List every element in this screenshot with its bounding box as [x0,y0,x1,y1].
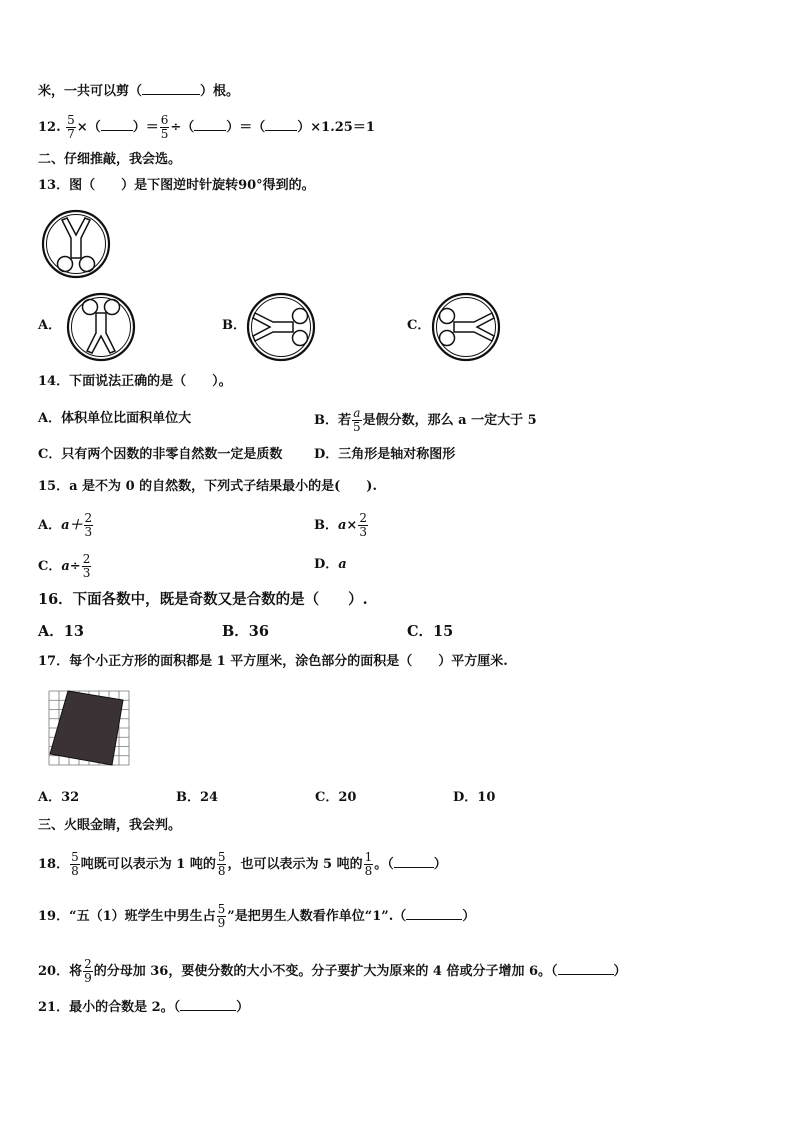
q17-option-b[interactable]: B．24 [176,790,219,805]
q13-option-b-figure[interactable] [245,291,317,363]
q14-stem: 14．下面说法正确的是（ ）。 [38,374,232,389]
q13-option-a-figure[interactable] [65,291,137,363]
q14-option-b[interactable]: B．若 $\frac{a}{5}$ 是假分数，那么 a 一定大于 5 [314,406,537,434]
q15-option-c[interactable]: C．a÷ $\frac{2}{3}$ [38,552,91,580]
q16-stem: 16．下面各数中，既是奇数又是合数的是（ ）. [38,591,368,608]
q13-stem: 13．图（ ）是下图逆时针旋转90°得到的。 [38,178,315,193]
answer-blank[interactable] [180,996,236,1011]
fraction: $\frac{1}{8}$ [364,850,373,878]
fraction: $\frac{5}{9}$ [217,902,226,930]
q12-line: 12. $\frac{5}{7}$ ×（ ）＝ $\frac{6}{5}$ ÷（ ）＝（ ）×1.25＝1 [38,113,375,141]
q17-option-d[interactable]: D．10 [453,790,496,805]
answer-blank[interactable] [142,80,200,95]
answer-blank[interactable] [394,853,434,868]
q17-option-a[interactable]: A．32 [38,790,80,805]
fraction: $\frac{5}{8}$ [71,850,79,878]
answer-blank[interactable] [101,116,133,131]
q14-option-d[interactable]: D．三角形是轴对称图形 [314,447,456,462]
q17-option-c[interactable]: C．20 [315,790,357,805]
fraction: $\frac{2}{3}$ [84,511,93,539]
q19-line: 19．“五（1）班学生中男生占 $\frac{5}{9}$ ”是把男生人数看作单位“1”.（ ） [38,902,476,930]
q20-line: 20．将 $\frac{2}{9}$ 的分母加 36，要使分数的大小不变。分子要扩大为原来的 4 倍或分子增加 6。（ ） [38,957,627,985]
answer-blank[interactable] [194,116,226,131]
q14-option-a[interactable]: A．体积单位比面积单位大 [38,411,192,426]
q17-stem: 17．每个小正方形的面积都是 1 平方厘米，涂色部分的面积是（ ）平方厘米. [38,654,508,669]
fraction: $\frac{5}{7}$ [67,113,75,141]
q15-stem: 15．a 是不为 0 的自然数，下列式子结果最小的是( ). [38,479,377,494]
q15-option-d[interactable]: D．a [314,557,347,572]
q21-line: 21．最小的合数是 2。（ ） [38,996,249,1018]
q17-grid-figure [48,690,130,766]
fraction: $\frac{2}{9}$ [84,957,92,985]
fraction: $\frac{6}{5}$ [160,113,169,141]
q16-option-c[interactable]: C．15 [407,623,454,640]
q13-option-c-figure[interactable] [430,291,502,363]
fraction: $\frac{a}{5}$ [353,406,361,434]
q13-option-c-label[interactable]: C． [407,318,431,333]
fraction: $\frac{2}{3}$ [359,511,367,539]
q13-original-figure [40,208,112,280]
q15-option-a[interactable]: A．a＋ $\frac{2}{3}$ [38,511,93,539]
answer-blank[interactable] [558,960,614,975]
q16-option-b[interactable]: B．36 [222,623,269,640]
fraction: $\frac{2}{3}$ [82,552,91,580]
q13-option-a-label[interactable]: A． [38,318,62,333]
q14-option-c[interactable]: C．只有两个因数的非零自然数一定是质数 [38,447,283,462]
section-2-heading: 二、仔细推敲，我会选。 [38,152,182,167]
q18-line: 18． $\frac{5}{8}$ 吨既可以表示为 1 吨的 $\frac{5}{8}$ ，也可以表示为 5 吨的 $\frac{1}{8}$ 。（ ） [38,850,447,878]
answer-blank[interactable] [406,905,462,920]
q11-line: 米，一共可以剪（ ）根。 [38,80,239,102]
fraction: $\frac{5}{8}$ [217,850,226,878]
q15-option-b[interactable]: B．a× $\frac{2}{3}$ [314,511,367,539]
q13-option-b-label[interactable]: B． [222,318,246,333]
section-3-heading: 三、火眼金睛，我会判。 [38,818,182,833]
answer-blank[interactable] [265,116,297,131]
q16-option-a[interactable]: A．13 [38,623,84,640]
